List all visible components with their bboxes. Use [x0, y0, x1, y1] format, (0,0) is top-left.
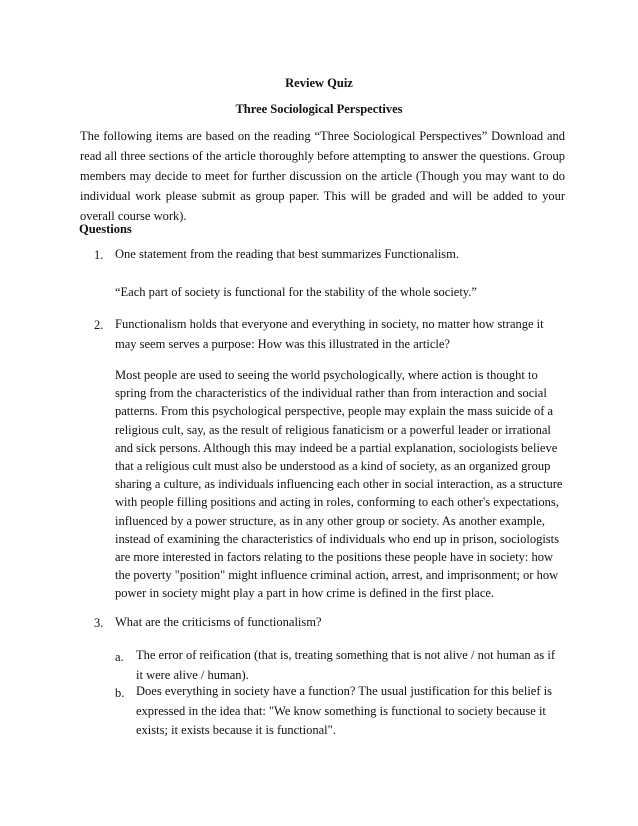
question-3-number: 3. [94, 616, 104, 630]
question-3-sub-b-text: Does everything in society have a function? The usual justification for this belief is expressed in the idea that: "We know something is functional to society because it exists; it exists because it is functional". [136, 684, 552, 737]
intro-paragraph: The following items are based on the reading “Three Sociological Perspectives” Download and read all three sections of the article thoroughly before attempting to answer the questions. Group members may decide to meet for further discussion on the article (Though you may want to do individual work please submit as group paper. This will be graded and will be added to your overall course work). [80, 129, 565, 223]
question-3-sub-b-letter: b. [115, 686, 125, 700]
question-3-sub-a-text: The error of reification (that is, treating something that is not alive / not human as if it were alive / human). [136, 648, 555, 682]
question-3-text: What are the criticisms of functionalism? [115, 615, 322, 629]
document-subtitle: Three Sociological Perspectives [235, 102, 403, 116]
question-2-text: Functionalism holds that everyone and everything in society, no matter how strange it may seem serves a purpose: How was this illustrated in the article? [115, 317, 544, 351]
question-3-sub-a-letter: a. [115, 650, 124, 664]
document-title: Review Quiz [285, 76, 353, 90]
question-1-answer: “Each part of society is functional for the stability of the whole society.” [115, 285, 477, 299]
question-2-answer: Most people are used to seeing the world psychologically, where action is thought to spring from the characteristics of the individual rather than from interaction and social patterns. From this psychological perspective, people may explain the mass suicide of a religious cult, say, as the result of religious fanaticism or a powerful leader or irrational and sick persons. Although this may indeed be a partial explanation, sociologists believe that a religious cult must also be understood as a kind of society, as an organized group sharing a culture, as individuals influencing each other in social interaction, as a structure with people filling positions and acting in roles, conforming to each other's expectations, influenced by a power structure, as in any other group or society. As another example, instead of examining the characteristics of individuals who end up in prison, sociologists are more interested in factors relating to the positions these people have in society: how the poverty "position" might influence criminal action, arrest, and imprisonment; or how power in society might play a part in how crime is defined in the first place. [115, 368, 563, 601]
question-1-number: 1. [94, 248, 104, 262]
question-2-number: 2. [94, 318, 104, 332]
question-1-text: One statement from the reading that best summarizes Functionalism. [115, 247, 460, 261]
questions-heading: Questions [79, 222, 132, 236]
